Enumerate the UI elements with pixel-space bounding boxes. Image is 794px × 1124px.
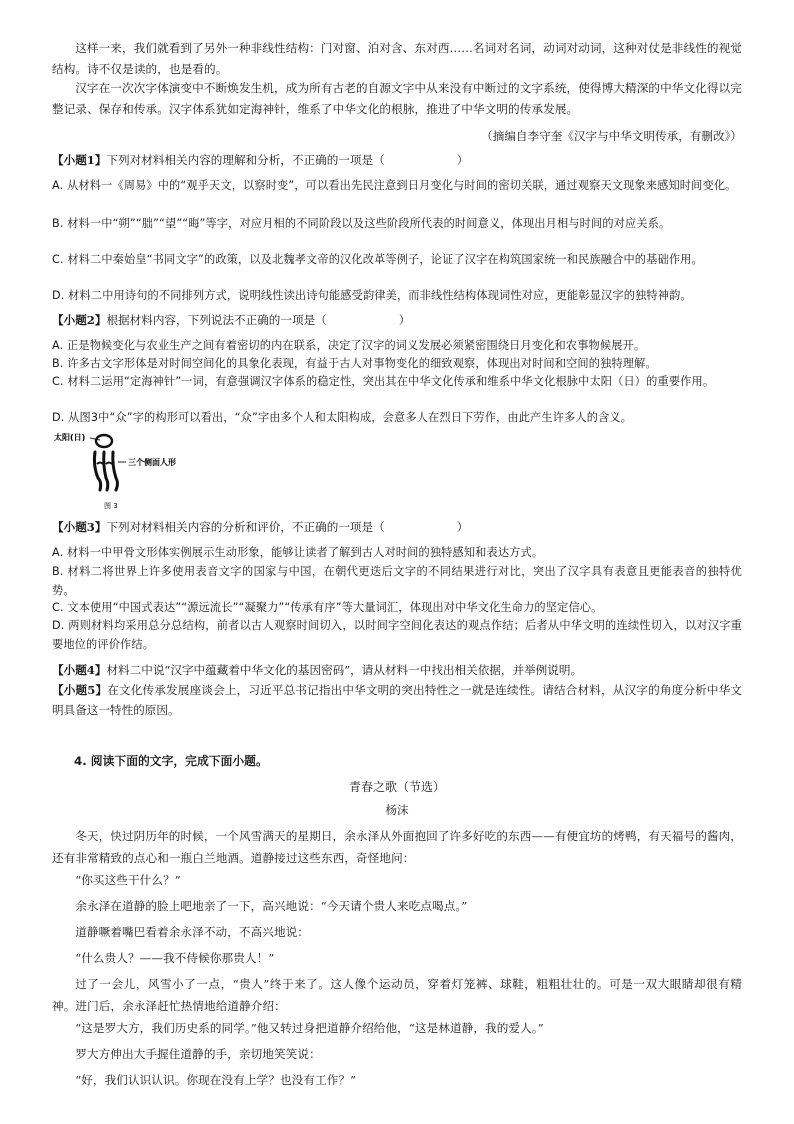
figure-caption: 图 3 [104, 502, 118, 510]
figure-sun-label: 太阳(日) [54, 433, 86, 442]
question-5 [52, 680, 742, 720]
sun-glyph [96, 435, 112, 447]
article-paragraph-2: “你买这些干什么？” [75, 873, 181, 887]
section-4-heading: 4. 阅读下面的文字，完成下面小题。 [74, 754, 268, 768]
question-2-close: ） [398, 313, 411, 327]
question-2-option-c: C. 材料二运用“定海神针”一词，有意强调汉字体系的稳定性，突出其在中华文化传承和维系中华文化根脉中太阳（日）的重要作用。 [52, 375, 715, 388]
person-glyph-right [113, 452, 118, 490]
figure-3 [52, 428, 212, 512]
question-1-text: 下列对材料相关内容的理解和分析，不正确的一项是（ [106, 153, 385, 167]
person-glyph-left [94, 452, 100, 490]
question-2-option-a: A. 正是物候变化与农业生产之间有着密切的内在联系，决定了汉字的词义发展必须紧密围绕日月变化和农事物候展开。 [52, 339, 646, 352]
question-4 [52, 660, 742, 680]
question-3-option-a: A. 材料一中甲骨文形体实例展示生动形象，能够让读者了解到古人对时间的独特感知和表达方式。 [52, 546, 544, 559]
question-2-text: 根据材料内容，下列说法不正确的一项是（ [106, 313, 327, 327]
question-1-label: 【小题1】 [52, 153, 107, 167]
question-4-label: 【小题4】 [52, 663, 107, 677]
question-3-label: 【小题3】 [52, 520, 107, 534]
question-1-close: ） [456, 153, 469, 167]
article-title: 青春之歌（节选） [348, 780, 445, 794]
question-5-label: 【小题5】 [52, 683, 108, 697]
article-paragraph-6: 过了一会儿，风雪小了一点，“贵人”终于来了。这人像个运动员，穿着灯笼裤、球鞋，粗粗壮壮的。可是一双大眼睛却很有精神。进门后，余永泽赶忙热情地给道静介绍： [52, 977, 742, 1013]
question-3-option-c: C. 文本使用“中国式表达”“源远流长”“凝聚力”“传承有序”等大量词汇，体现出对中华文化生命力的坚定信心。 [52, 601, 603, 614]
material-paragraph-2: 汉字在一次次字体演变中不断焕发生机，成为所有古老的自源文字中从来没有中断过的文字系统，使得博大精深的中华文化得以完整记录、保存和传承。汉字体系犹如定海神针，维系了中华文化的根脉，推进了中华文明的传承发展。 [52, 81, 742, 116]
question-1-option-a: A. 从材料一《周易》中的“观乎天文，以察时变”，可以看出先民注意到日月变化与时间的密切关联，通过观察天文现象来感知时间变化。 [52, 179, 737, 192]
article-paragraph-3: 余永泽在道静的脸上吧地亲了一下，高兴地说：“今天请个贵人来吃点喝点。” [75, 899, 468, 913]
article-paragraph-9: “好，我们认识认识。你现在没有上学？也没有工作？” [75, 1073, 357, 1087]
question-1-option-b: B. 材料一中“朔”“朏”“望”“晦”等字，对应月相的不同阶段以及这些阶段所代表的时间意义，体现出月相与时间的对应关系。 [52, 217, 671, 230]
question-4-text: 材料二中说“汉字中蕴藏着中华文化的基因密码”，请从材料一中找出相关依据，并举例说明。 [106, 663, 583, 677]
article-paragraph-7: “这是罗大方，我们历史系的同学。”他又转过身把道静介绍给他，“这是林道静，我的爱人。” [75, 1021, 544, 1035]
question-2-option-b: B. 许多古文字形体是对时间空间化的具象化表现，有益于古人对事物变化的细致观察，体现出对时间和空间的独特理解。 [52, 357, 657, 370]
question-3-stem [52, 517, 742, 537]
material-source: （摘编自李守奎《汉字与中华文明传承，有删改》） [481, 129, 742, 143]
article-paragraph-4: 道静噘着嘴巴看着余永泽不动，不高兴地说： [75, 925, 310, 939]
question-1-option-d: D. 材料二中用诗句的不同排列方式，说明线性读出诗句能感受韵律美，而非线性结构体现词性对应，更能彰显汉字的独特神韵。 [52, 289, 692, 302]
question-2-option-d: D. 从图3中“众”字的构形可以看出，“众”字由多个人和太阳构成，会意多人在烈日下劳作，由此产生许多人的含义。 [52, 411, 633, 424]
question-3-text: 下列对材料相关内容的分析和评价，不正确的一项是（ [106, 520, 385, 534]
question-3-close: ） [456, 520, 469, 534]
question-2-label: 【小题2】 [52, 313, 107, 327]
zhong-character-glyph [52, 428, 212, 512]
person-glyph-middle [104, 452, 108, 490]
article-paragraph-5: “什么贵人？——我不侍候你那贵人！” [75, 951, 275, 965]
figure-people-label: 三个侧面人形 [128, 458, 176, 467]
question-5-text: 在文化传承发展座谈会上，习近平总书记指出中华文明的突出特性之一就是连续性。请结合材料，从汉字的角度分析中华文明具备这一特性的原因。 [52, 683, 742, 717]
question-1-option-c: C. 材料二中秦始皇“书同文字”的政策，以及北魏孝文帝的汉化改革等例子，论证了汉字在构筑国家统一和民族融合中的基础作用。 [52, 253, 703, 266]
question-3-option-d: D. 两则材料均采用总分总结构，前者以古人观察时间切入，以时间字空间化表达的观点作结；后者从中华文明的连续性切入，以对汉字重要地位的评价作结。 [52, 619, 742, 651]
article-paragraph-1: 冬天，快过阴历年的时候，一个风雪满天的星期日，余永泽从外面抱回了许多好吃的东西——有便宜坊的烤鸭，有天福号的酱肉，还有非常精致的点心和一瓶白兰地酒。道静接过这些东西，奇怪地问： [52, 829, 742, 865]
question-3-option-b: B. 材料二将世界上许多使用表音文字的国家与中国，在朝代更迭后文字的不同结果进行对比，突出了汉字具有表意且更能表音的独特优势。 [52, 565, 742, 597]
question-1-stem [52, 150, 742, 170]
material-paragraph-1: 这样一来，我们就看到了另外一种非线性结构：门对窗、泊对含、东对西……名词对名词，动词对动词，这种对仗是非线性的视觉结构。诗不仅是读的，也是看的。 [52, 41, 742, 76]
question-2-stem [52, 310, 742, 330]
article-author: 杨沫 [385, 803, 409, 817]
article-paragraph-8: 罗大方伸出大手握住道静的手，亲切地笑笑说： [75, 1047, 321, 1061]
